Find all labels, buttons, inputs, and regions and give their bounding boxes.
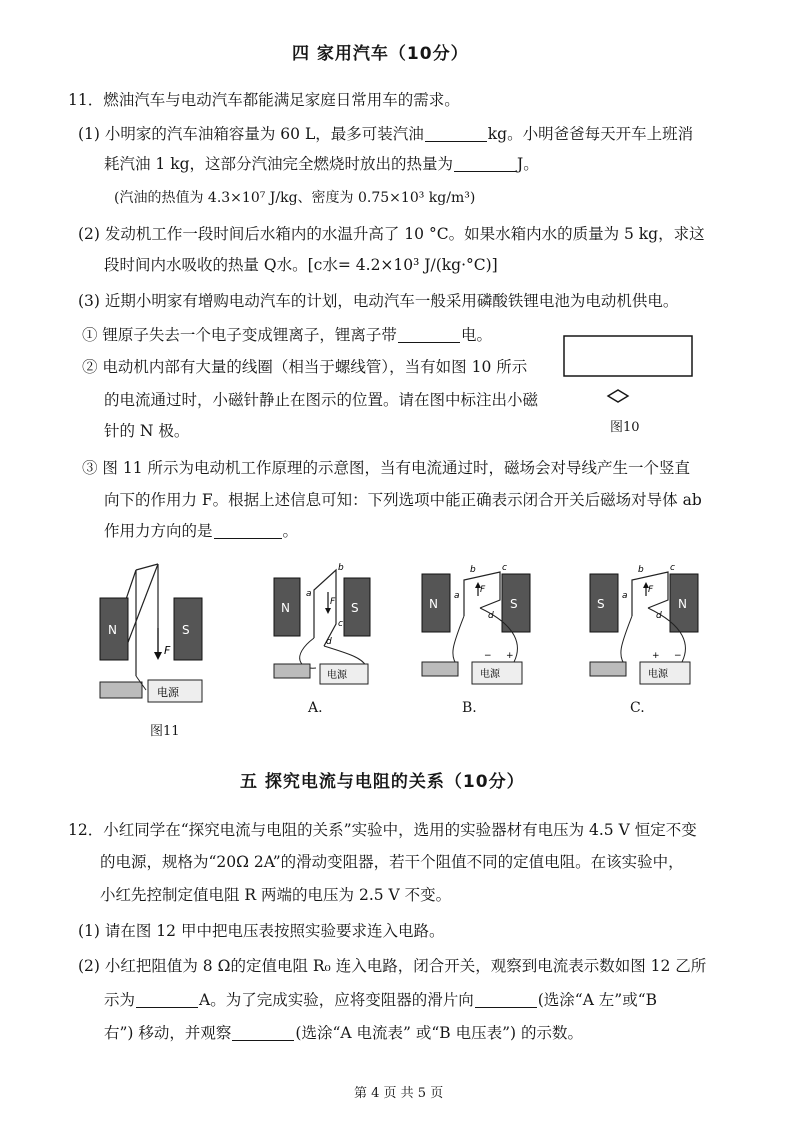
answer-blank[interactable] bbox=[425, 125, 487, 142]
option-b-label-d: d bbox=[488, 611, 494, 621]
answer-blank[interactable] bbox=[136, 991, 198, 1008]
q11-p3-s1-text-b: 电。 bbox=[460, 326, 492, 344]
magnet-s-label: S bbox=[182, 623, 190, 637]
q11-p3-s2-line2: 的电流通过时，小磁针静止在图示的位置。请在图中标注出小磁 bbox=[104, 391, 539, 409]
option-c-force-label: F bbox=[648, 585, 654, 595]
option-b-label-b: b bbox=[470, 565, 476, 575]
q11-p3-s2-line1: ② 电动机内部有大量的线圈（相当于螺线管），当有如图 10 所示 bbox=[82, 358, 528, 376]
q11-p1-text-d: J。 bbox=[517, 155, 539, 173]
option-a-label-b: b bbox=[338, 563, 344, 573]
q12-p2-text-c: A。为了完成实验，应将变阻器的滑片向 bbox=[199, 991, 474, 1009]
option-a-drawing bbox=[270, 560, 388, 688]
q11-p3-s1 bbox=[82, 325, 492, 345]
q11-p3-s2-line3: 针的 N 极。 bbox=[104, 422, 190, 440]
option-a-n-label: N bbox=[281, 601, 290, 615]
q11-p1-line1 bbox=[78, 124, 693, 144]
option-b-power-label: 电源 bbox=[480, 669, 500, 680]
section5-title: 五 探究电流与电阻的关系（10分） bbox=[240, 772, 525, 792]
q11-p1-line2 bbox=[104, 154, 539, 174]
figure-10-drawing bbox=[560, 330, 700, 404]
q11-p1-text-a: (1) 小明家的汽车油箱容量为 60 L，最多可装汽油 bbox=[78, 125, 424, 143]
switch bbox=[100, 682, 142, 698]
compass-needle[interactable] bbox=[608, 390, 628, 402]
q11-p1-text-b: kg。小明爸爸每天开车上班消 bbox=[487, 125, 694, 143]
magnet-n-label: N bbox=[108, 623, 117, 637]
option-c-power-label: 电源 bbox=[648, 669, 668, 680]
q12-p1: (1) 请在图 12 甲中把电压表按照实验要求连入电路。 bbox=[78, 922, 445, 940]
option-b-s-label: S bbox=[510, 597, 518, 611]
answer-blank[interactable] bbox=[214, 522, 282, 539]
option-b-drawing bbox=[418, 556, 538, 688]
answer-blank[interactable] bbox=[398, 326, 460, 343]
figure-10-caption: 图10 bbox=[610, 420, 640, 435]
option-a-force-label: F bbox=[330, 597, 336, 607]
q11-p3-s3-text-c: 作用力方向的是 bbox=[104, 522, 213, 540]
answer-blank[interactable] bbox=[454, 155, 516, 172]
option-b-label[interactable]: B. bbox=[462, 700, 477, 716]
q12-p2-line1: (2) 小红把阻值为 8 Ω的定值电阻 R₀ 连入电路，闭合开关，观察到电流表示数如图 12 乙所 bbox=[78, 957, 707, 975]
option-c-label-c: c bbox=[670, 563, 675, 573]
q12-p2-text-d: (选涂“A 左”或“B bbox=[537, 991, 658, 1009]
option-a-power-label: 电源 bbox=[327, 670, 347, 681]
option-b-force-label: F bbox=[480, 585, 486, 595]
option-c-n-label: N bbox=[678, 597, 687, 611]
q11-p2-line2: 段时间内水吸收的热量 Q水。[c水= 4.2×10³ J/(kg·°C)] bbox=[104, 256, 498, 274]
option-b-label-a: a bbox=[454, 591, 460, 601]
option-b-n-label: N bbox=[429, 597, 438, 611]
q11-stem: 11．燃油汽车与电动汽车都能满足家庭日常用车的需求。 bbox=[68, 91, 460, 109]
q12-p2-text-b: 示为 bbox=[104, 991, 136, 1009]
option-a-label-c: c bbox=[338, 619, 343, 629]
answer-blank[interactable] bbox=[232, 1024, 294, 1041]
force-label: F bbox=[164, 644, 171, 657]
q11-p3-s3-line1: ③ 图 11 所示为电动机工作原理的示意图，当有电流通过时，磁场会对导线产生一个竖直 bbox=[82, 459, 691, 477]
option-b-label-c: c bbox=[502, 563, 507, 573]
q11-p3-s3-line3 bbox=[104, 521, 298, 541]
q11-p3-line1: (3) 近期小明家有增购电动汽车的计划，电动汽车一般采用磷酸铁锂电池为电动机供电。 bbox=[78, 292, 679, 310]
option-c-plus: + bbox=[652, 651, 660, 661]
option-c-label[interactable]: C. bbox=[630, 700, 645, 716]
q11-p3-s3-line2: 向下的作用力 F。根据上述信息可知：下列选项中能正确表示闭合开关后磁场对导体 ab bbox=[104, 491, 702, 509]
q12-p2-line3 bbox=[104, 1023, 583, 1043]
option-a-s-label: S bbox=[351, 601, 359, 615]
option-b-plus: + bbox=[506, 651, 514, 661]
option-a-label[interactable]: A. bbox=[308, 700, 323, 716]
q11-p1-text-c: 耗汽油 1 kg，这部分汽油完全燃烧时放出的热量为 bbox=[104, 155, 454, 173]
q12-p2-text-e: 右”) 移动，并观察 bbox=[104, 1024, 232, 1042]
option-a-label-a: a bbox=[306, 589, 312, 599]
option-c-drawing bbox=[586, 556, 706, 688]
figure-11-drawing bbox=[92, 558, 252, 718]
answer-blank[interactable] bbox=[475, 991, 537, 1008]
option-c-label-b: b bbox=[638, 565, 644, 575]
option-a-label-d: d bbox=[326, 637, 332, 647]
option-c-s-label: S bbox=[597, 597, 605, 611]
q12-p2-text-f: (选涂“A 电流表” 或“B 电压表”) 的示数。 bbox=[295, 1024, 583, 1042]
page-footer: 第 4 页 共 5 页 bbox=[354, 1086, 444, 1101]
option-b-minus: − bbox=[484, 651, 492, 661]
figure-11-caption: 图11 bbox=[150, 724, 180, 739]
solenoid-rect bbox=[564, 336, 692, 376]
option-c-label-d: d bbox=[656, 611, 662, 621]
q11-p2-line1: (2) 发动机工作一段时间后水箱内的水温升高了 10 °C。如果水箱内水的质量为 5 kg，求这 bbox=[78, 225, 705, 243]
section4-title: 四 家用汽车（10分） bbox=[292, 44, 469, 64]
option-c-label-a: a bbox=[622, 591, 628, 601]
q11-p3-s3-text-d: 。 bbox=[282, 522, 299, 540]
q11-p1-note: (汽油的热值为 4.3×10⁷ J/kg、密度为 0.75×10³ kg/m³) bbox=[114, 190, 476, 206]
q12-line2: 的电源，规格为“20Ω 2A”的滑动变阻器，若干个阻值不同的定值电阻。在该实验中， bbox=[100, 853, 684, 871]
q12-line1: 12．小红同学在“探究电流与电阻的关系”实验中，选用的实验器材有电压为 4.5 V 恒定不变 bbox=[68, 821, 697, 839]
q11-p3-s1-text-a: ① 锂原子失去一个电子变成锂离子，锂离子带 bbox=[82, 326, 397, 344]
q12-p2-line2 bbox=[104, 990, 657, 1010]
q12-line3: 小红先控制定值电阻 R 两端的电压为 2.5 V 不变。 bbox=[100, 886, 452, 904]
power-label: 电源 bbox=[157, 686, 179, 699]
option-c-minus: − bbox=[674, 651, 682, 661]
